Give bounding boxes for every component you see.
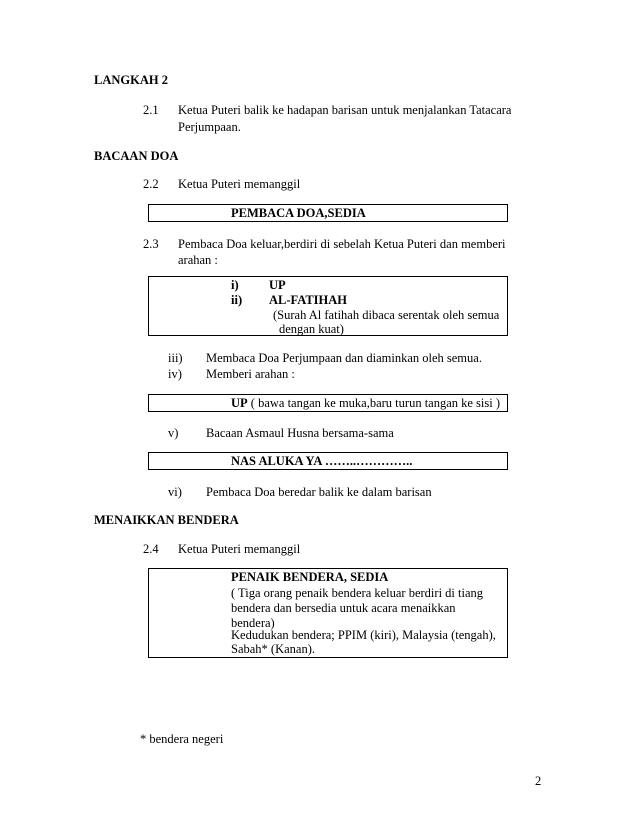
item-number-2-2: 2.2 [143,177,159,191]
item-text-2-1-line2: Perjumpaan. [178,120,241,134]
section-heading-langkah: LANGKAH 2 [94,73,168,87]
item-text-2-3-line1: Pembaca Doa keluar,berdiri di sebelah Ketua Puteri dan memberi [178,237,506,251]
step-text-vi: Pembaca Doa beredar balik ke dalam barisan [206,485,432,499]
page-number: 2 [535,774,542,788]
command-detail-line5: Sabah* (Kanan). [231,642,315,656]
command-detail-line3: bendera) [231,616,275,630]
step-text-iii: Membaca Doa Perjumpaan dan diaminkan oleh semua. [206,351,482,365]
command-title: PENAIK BENDERA, SEDIA [231,570,389,584]
item-number-2-4: 2.4 [143,542,159,556]
footnote: * bendera negeri [140,732,224,746]
command-number-ii: ii) [231,293,243,307]
command-line [231,395,500,411]
command-bold-up: UP [231,396,248,410]
item-number-2-3: 2.3 [143,237,159,251]
item-text-2-2: Ketua Puteri memanggil [178,177,301,191]
step-number-v: v) [168,426,179,440]
command-number-i: i) [231,278,239,292]
command-text-up: UP [269,278,286,292]
command-instruction: ( bawa tangan ke muka,baru turun tangan ke sisi ) [247,396,501,410]
command-text: PEMBACA DOA,SEDIA [231,206,366,220]
command-note-line2: dengan kuat) [279,322,344,336]
command-text-al-fatihah: AL-FATIHAH [269,293,348,307]
section-heading-menaikkan-bendera: MENAIKKAN BENDERA [94,513,239,527]
command-box-up-fatihah [148,276,508,336]
command-detail-line1: ( Tiga orang penaik bendera keluar berdiri di tiang [231,586,484,600]
command-detail-line2: bendera dan bersedia untuk acara menaikkan [231,601,456,615]
item-text-2-3-line2: arahan : [178,253,218,267]
item-number-2-1: 2.1 [143,103,159,117]
command-box-pembaca-doa [148,204,508,222]
command-text: NAS ALUKA YA ……..………….. [231,454,413,468]
step-number-iv: iv) [168,367,182,381]
section-heading-bacaan-doa: BACAAN DOA [94,149,179,163]
command-box-penaik-bendera [148,568,508,658]
command-note-line1: (Surah Al fatihah dibaca serentak oleh semua [273,308,500,322]
step-text-iv: Memberi arahan : [206,367,295,381]
step-number-vi: vi) [168,485,182,499]
item-text-2-4: Ketua Puteri memanggil [178,542,301,556]
step-text-v: Bacaan Asmaul Husna bersama-sama [206,426,394,440]
command-detail-line4: Kedudukan bendera; PPIM (kiri), Malaysia (tengah), [231,628,496,642]
command-box-up-instruction [148,394,508,412]
command-box-nas-aluka [148,452,508,470]
item-text-2-1-line1: Ketua Puteri balik ke hadapan barisan untuk menjalankan Tatacara [178,103,512,117]
step-number-iii: iii) [168,351,183,365]
